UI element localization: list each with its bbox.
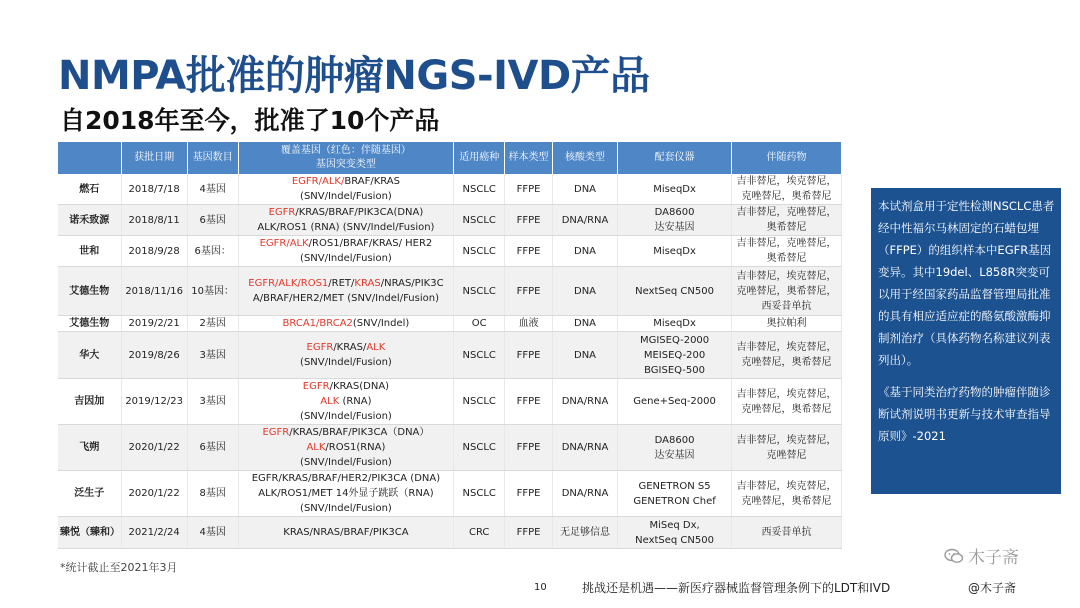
cell-gene-count: 6基因： — [187, 236, 238, 267]
cell-sample: FFPE — [505, 174, 553, 205]
cell-genes — [238, 332, 454, 379]
cell-cancer: NSCLC — [454, 425, 505, 471]
cell-company: 艾德生物 — [58, 267, 121, 316]
table-row — [58, 471, 842, 517]
cell-gene-count: 3基因 — [187, 332, 238, 379]
cell-cancer: NSCLC — [454, 379, 505, 425]
product-table — [58, 142, 842, 549]
cell-gene-count: 4基因 — [187, 174, 238, 205]
slide-title: NMPA批准的肿瘤NGS-IVD产品 — [58, 53, 650, 99]
gene-line — [241, 409, 452, 424]
gene-text: A/BRAF/HER2/MET (SNV/Indel/Fusion) — [252, 293, 439, 304]
gene-text: /RET/ — [328, 278, 355, 289]
cell-company: 诺禾致源 — [58, 205, 121, 236]
instrument-line: BGISEQ-500 — [644, 364, 705, 376]
companion-gene-text: EGFR — [262, 427, 290, 438]
footer-title: 挑战还是机遇——新医疗器械监督管理条例下的LDT和IVD — [582, 581, 891, 595]
cell-drugs — [732, 236, 842, 267]
cell-genes — [238, 316, 454, 332]
drug-line: 克唑替尼，奥希替尼 — [741, 357, 832, 368]
header-date: 获批日期 — [121, 142, 187, 174]
wechat-icon — [944, 548, 964, 564]
cell-gene-count: 3基因 — [187, 379, 238, 425]
cell-instrument — [618, 332, 732, 379]
gene-line — [241, 355, 452, 370]
cell-nucleic: DNA — [552, 316, 617, 332]
header-cancer: 适用癌种 — [454, 142, 505, 174]
drug-line: 克唑替尼，奥希替尼 — [741, 191, 832, 202]
cell-nucleic: DNA/RNA — [552, 471, 617, 517]
cell-nucleic: DNA — [552, 174, 617, 205]
gene-line — [241, 455, 452, 470]
table-row — [58, 379, 842, 425]
gene-text: /ROS1/BRAF/KRAS/ HER2 — [308, 238, 433, 249]
drug-line: 克唑替尼，奥希替尼， — [736, 285, 837, 297]
cell-date: 2021/2/24 — [121, 517, 187, 549]
instrument-line: MiseqDx — [653, 318, 696, 329]
companion-gene-text: EGFR/ALK/ROS1 — [248, 278, 329, 289]
cell-company: 华大 — [58, 332, 121, 379]
gene-line — [241, 174, 452, 189]
instrument-line: 达安基因 — [654, 449, 695, 461]
drug-line: 奥希替尼 — [766, 222, 807, 233]
cell-nucleic: DNA — [552, 236, 617, 267]
instrument-line: DA8600 — [654, 434, 695, 446]
cell-instrument — [618, 379, 732, 425]
cell-company: 世和 — [58, 236, 121, 267]
drug-line: 克唑替尼 — [766, 449, 807, 461]
gene-line — [241, 440, 452, 455]
cell-genes — [238, 379, 454, 425]
header-genes-line1: 覆盖基因（红色：伴随基因） — [280, 145, 411, 156]
drug-line: 奥希替尼 — [766, 253, 807, 264]
cell-date: 2018/7/18 — [121, 174, 187, 205]
gene-line — [241, 379, 452, 394]
instrument-line: NextSeq CN500 — [635, 534, 714, 546]
guideline-note-box — [871, 188, 1061, 494]
gene-text: /NRAS/PIK3C — [380, 278, 444, 289]
gene-text: ALK/ROS1/MET 14外显子跳跃（RNA) — [258, 488, 434, 499]
cell-drugs — [732, 332, 842, 379]
header-drugs: 伴随药物 — [732, 142, 842, 174]
footer-author: @木子斋 — [968, 581, 1017, 595]
header-instrument: 配套仪器 — [618, 142, 732, 174]
cell-nucleic: DNA/RNA — [552, 425, 617, 471]
gene-line — [241, 276, 452, 291]
instrument-line: GENETRON Chef — [633, 495, 716, 507]
cell-genes — [238, 471, 454, 517]
cell-cancer: CRC — [454, 517, 505, 549]
companion-gene-text: KRAS — [354, 278, 381, 289]
cell-instrument — [618, 236, 732, 267]
cell-instrument — [618, 425, 732, 471]
cell-drugs — [732, 267, 842, 316]
cell-nucleic: DNA/RNA — [552, 379, 617, 425]
gene-text: (SNV/Indel/Fusion) — [300, 503, 392, 514]
header-company — [58, 142, 121, 174]
gene-text: BRAF/KRAS — [344, 176, 400, 187]
gene-text: /KRAS/BRAF/PIK3CA(DNA) — [295, 207, 424, 218]
gene-text: (SNV/Indel/Fusion) — [300, 191, 392, 202]
gene-text: (SNV/Indel/Fusion) — [300, 411, 392, 422]
gene-text: (SNV/Indel/Fusion) — [300, 457, 392, 468]
gene-text: EGFR/KRAS/BRAF/HER2/PIK3CA (DNA) — [251, 473, 441, 484]
drug-line: 吉非替尼，埃克替尼， — [736, 342, 837, 353]
instrument-line: NextSeq CN500 — [635, 285, 714, 297]
cell-instrument — [618, 174, 732, 205]
companion-gene-text: EGFR/ALK — [259, 238, 309, 249]
drug-line: 吉非替尼，埃克替尼， — [736, 176, 837, 187]
cell-nucleic: DNA — [552, 332, 617, 379]
gene-line — [241, 501, 452, 516]
slide-subtitle: 自2018年至今，批准了10个产品 — [60, 106, 440, 135]
cell-gene-count: 2基因 — [187, 316, 238, 332]
cell-gene-count: 4基因 — [187, 517, 238, 549]
cell-genes — [238, 267, 454, 316]
cell-company: 艾德生物 — [58, 316, 121, 332]
cell-sample: FFPE — [505, 267, 553, 316]
header-nucleic: 核酸类型 — [552, 142, 617, 174]
cell-company: 燃石 — [58, 174, 121, 205]
cell-sample: 血液 — [505, 316, 553, 332]
cell-instrument — [618, 205, 732, 236]
cell-drugs — [732, 174, 842, 205]
cell-instrument — [618, 267, 732, 316]
gene-line — [241, 394, 452, 409]
cell-drugs — [732, 316, 842, 332]
gene-text: KRAS/NRAS/BRAF/PIK3CA — [283, 527, 409, 538]
cell-nucleic: 无足够信息 — [552, 517, 617, 549]
companion-gene-text: ALK — [320, 396, 340, 407]
gene-text: (SNV/Indel/Fusion) — [300, 357, 392, 368]
cell-nucleic: DNA — [552, 267, 617, 316]
companion-gene-text: EGFR — [268, 207, 296, 218]
drug-line: 吉非替尼，克唑替尼， — [736, 207, 837, 218]
cell-drugs — [732, 517, 842, 549]
cell-sample: FFPE — [505, 236, 553, 267]
gene-line — [241, 425, 452, 440]
instrument-line: GENETRON S5 — [638, 480, 711, 492]
gene-line — [241, 471, 452, 486]
table-row — [58, 205, 842, 236]
footnote: *统计截止至2021年3月 — [60, 561, 178, 574]
drug-line: 吉非替尼，埃克替尼， — [736, 388, 837, 400]
cell-date: 2019/8/26 — [121, 332, 187, 379]
cell-genes — [238, 174, 454, 205]
gene-line — [241, 251, 452, 266]
cell-instrument — [618, 517, 732, 549]
gene-text: /ROS1(RNA) — [325, 442, 386, 453]
cell-company: 臻悦（臻和） — [58, 517, 121, 549]
gene-text: (SNV/Indel) — [352, 318, 410, 329]
cell-genes — [238, 425, 454, 471]
gene-line — [241, 205, 452, 220]
instrument-line: Gene+Seq-2000 — [633, 396, 716, 407]
gene-line — [241, 486, 452, 501]
guideline-note-text: 本试剂盒用于定性检测NSCLC患者经中性福尔马林固定的石蜡包埋（FFPE）的组织样本中EGFR基因变异。其中19del、L858R突变可以用于经国家药品监督管理局批准的具有相应适应症的酪氨酸激酶抑制剂治疗（具体药物名称建议列表列出）。 — [878, 199, 1055, 367]
cell-genes — [238, 517, 454, 549]
instrument-line: MiSeq Dx, — [649, 519, 700, 531]
gene-text: /KRAS(DNA) — [329, 381, 390, 392]
drug-line: 克唑替尼，奥希替尼 — [741, 403, 832, 415]
table-row — [58, 425, 842, 471]
watermark — [944, 543, 1019, 568]
cell-date: 2019/2/21 — [121, 316, 187, 332]
header-gene-count: 基因数目 — [187, 142, 238, 174]
cell-date: 2020/1/22 — [121, 425, 187, 471]
companion-gene-text: EGFR/ALK/ — [291, 176, 345, 187]
cell-sample: FFPE — [505, 379, 553, 425]
gene-line — [241, 340, 452, 355]
cell-gene-count: 6基因 — [187, 205, 238, 236]
companion-gene-text: EGFR — [302, 381, 330, 392]
cell-date: 2018/8/11 — [121, 205, 187, 236]
table-row — [58, 267, 842, 316]
guideline-source: 《基于同类治疗药物的肿瘤伴随诊断试剂说明书更新与技术审查指导原则》-2021 — [878, 385, 1051, 443]
cell-cancer: NSCLC — [454, 267, 505, 316]
drug-line: 西妥昔单抗 — [761, 527, 812, 538]
cell-genes — [238, 205, 454, 236]
drug-line: 克唑替尼，奥希替尼 — [741, 495, 832, 507]
cell-sample: FFPE — [505, 517, 553, 549]
cell-gene-count: 6基因 — [187, 425, 238, 471]
table-row — [58, 316, 842, 332]
cell-company: 飞朔 — [58, 425, 121, 471]
drug-line: 西妥昔单抗 — [761, 300, 812, 312]
drug-line: 吉非替尼，埃克替尼， — [736, 270, 837, 282]
cell-sample: FFPE — [505, 332, 553, 379]
cell-sample: FFPE — [505, 425, 553, 471]
companion-gene-text: ALK — [306, 442, 326, 453]
instrument-line: MiseqDx — [653, 183, 696, 195]
companion-gene-text: ALK — [366, 342, 386, 353]
gene-text: ALK/ROS1 (RNA) (SNV/Indel/Fusion) — [257, 222, 435, 233]
gene-text: /KRAS/BRAF/PIK3CA（DNA） — [289, 427, 430, 438]
cell-cancer: NSCLC — [454, 332, 505, 379]
cell-sample: FFPE — [505, 205, 553, 236]
watermark-text: 木子斋 — [968, 548, 1019, 568]
gene-line — [241, 189, 452, 204]
cell-date: 2018/11/16 — [121, 267, 187, 316]
cell-company: 泛生子 — [58, 471, 121, 517]
cell-gene-count: 8基因 — [187, 471, 238, 517]
table-row — [58, 236, 842, 267]
gene-text: /KRAS/ — [333, 342, 367, 353]
cell-cancer: NSCLC — [454, 205, 505, 236]
cell-drugs — [732, 471, 842, 517]
table-row — [58, 174, 842, 205]
gene-text: (RNA) — [339, 396, 372, 407]
cell-instrument — [618, 471, 732, 517]
cell-cancer: NSCLC — [454, 236, 505, 267]
cell-drugs — [732, 379, 842, 425]
cell-genes — [238, 236, 454, 267]
header-genes-line2: 基因突变类型 — [315, 159, 376, 170]
instrument-line: MiseqDx — [653, 245, 696, 257]
cell-instrument — [618, 316, 732, 332]
table-row — [58, 517, 842, 549]
instrument-line: MEISEQ-200 — [643, 349, 706, 361]
instrument-line: MGISEQ-2000 — [639, 334, 710, 346]
cell-gene-count: 10基因： — [187, 267, 238, 316]
gene-text: (SNV/Indel/Fusion) — [300, 253, 392, 264]
gene-line — [241, 316, 452, 331]
cell-cancer: NSCLC — [454, 174, 505, 205]
cell-drugs — [732, 425, 842, 471]
table-row — [58, 332, 842, 379]
instrument-line: DA8600 — [654, 207, 695, 218]
drug-line: 奥拉帕利 — [766, 318, 807, 329]
table-header-row — [58, 142, 842, 174]
gene-line — [241, 525, 452, 540]
instrument-line: 达安基因 — [654, 222, 695, 233]
header-sample: 样本类型 — [505, 142, 553, 174]
companion-gene-text: BRCA1/BRCA2 — [282, 318, 353, 329]
cell-cancer: OC — [454, 316, 505, 332]
companion-gene-text: EGFR — [306, 342, 334, 353]
gene-line — [241, 220, 452, 235]
cell-date: 2019/12/23 — [121, 379, 187, 425]
drug-line: 吉非替尼，埃克替尼， — [736, 480, 837, 492]
gene-line — [241, 236, 452, 251]
drug-line: 吉非替尼，克唑替尼， — [736, 238, 837, 249]
cell-date: 2020/1/22 — [121, 471, 187, 517]
page-number: 10 — [534, 582, 547, 593]
gene-line — [241, 291, 452, 306]
cell-drugs — [732, 205, 842, 236]
drug-line: 吉非替尼，埃克替尼， — [736, 434, 837, 446]
cell-nucleic: DNA/RNA — [552, 205, 617, 236]
cell-cancer: NSCLC — [454, 471, 505, 517]
cell-sample: FFPE — [505, 471, 553, 517]
cell-company: 吉因加 — [58, 379, 121, 425]
header-genes — [238, 142, 454, 174]
cell-date: 2018/9/28 — [121, 236, 187, 267]
